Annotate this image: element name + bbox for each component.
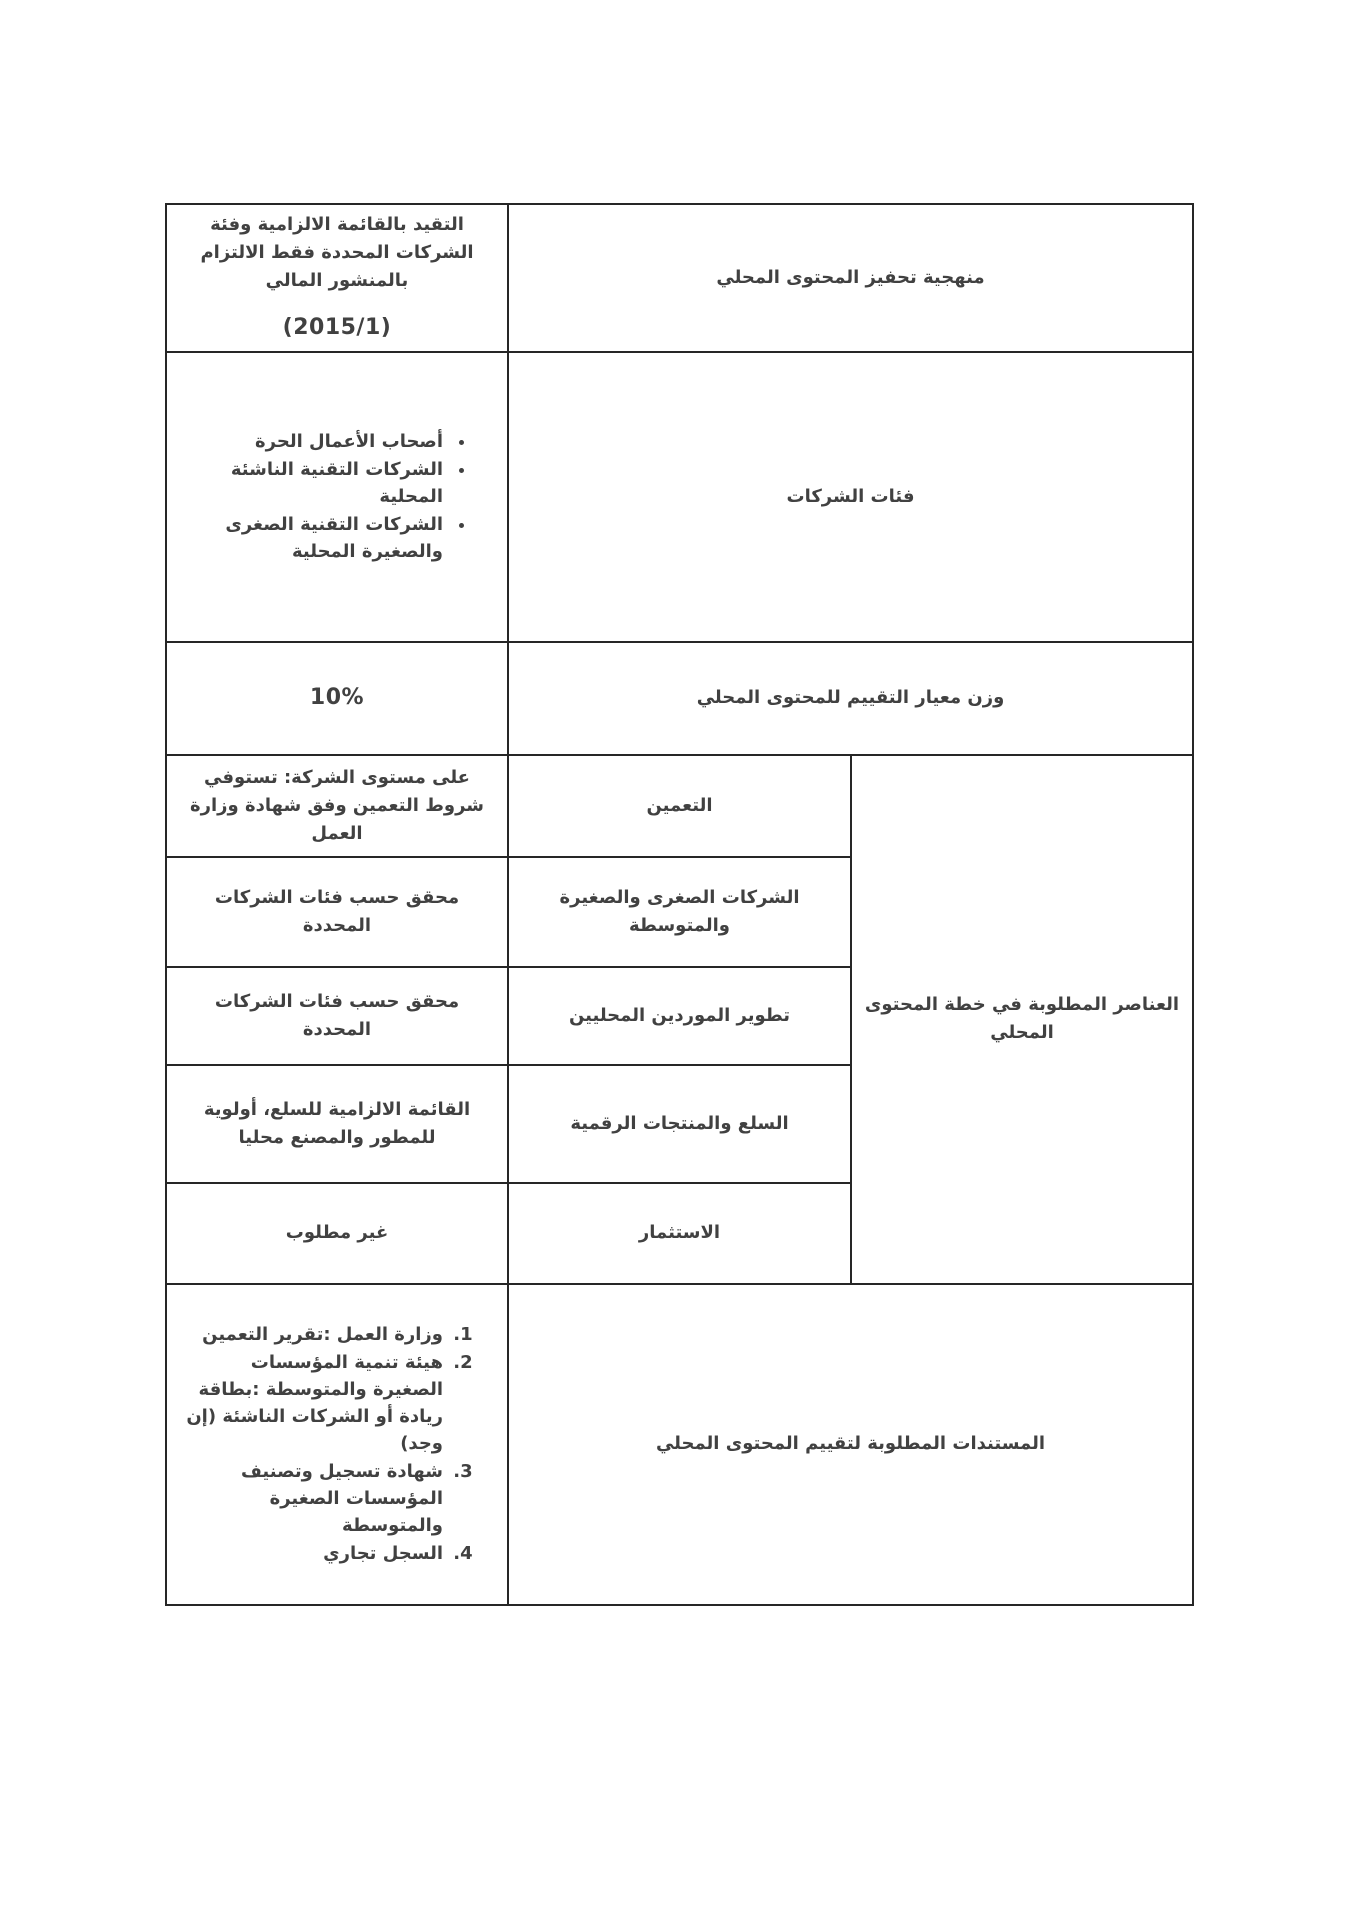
methodology-title: منهجية تحفيز المحتوى المحلي: [716, 266, 985, 288]
plan-elements-title: العناصر المطلوبة في خطة المحتوى المحلي: [864, 994, 1180, 1044]
element-label: التعمين: [646, 794, 713, 816]
element-label: السلع والمنتجات الرقمية: [570, 1112, 789, 1134]
methodology-title-cell: [508, 204, 1193, 352]
categories-list: [179, 428, 495, 565]
documents-title: المستندات المطلوبة لتقييم المحتوى المحلي: [655, 1433, 1046, 1455]
element-value-cell: [166, 857, 508, 967]
categories-title-cell: [508, 352, 1193, 642]
element-value-cell: [166, 755, 508, 857]
document-item: 1. وزارة العمل :تقرير التعمين: [185, 1321, 447, 1348]
element-label-cell: [508, 1183, 851, 1284]
element-label-cell: [508, 967, 851, 1065]
row-weight: [166, 642, 1193, 755]
element-value: على مستوى الشركة: تستوفي شروط التعمين وفق شهادة وزارة العمل: [189, 766, 484, 844]
element-value: محقق حسب فئات الشركات المحددة: [214, 990, 460, 1040]
categories-title: فئات الشركات: [786, 485, 915, 507]
element-value-cell: [166, 1183, 508, 1284]
weight-value-cell: [166, 642, 508, 755]
document-item: 2. هيئة تنمية المؤسسات الصغيرة والمتوسطة :بطاقة ريادة أو الشركات الناشئة (إن وجد): [185, 1349, 447, 1457]
element-value-cell: [166, 1065, 508, 1183]
weight-title-cell: [508, 642, 1193, 755]
element-label: الاستثمار: [638, 1222, 721, 1244]
documents-title-cell: [508, 1284, 1193, 1605]
category-item: • أصحاب الأعمال الحرة: [185, 428, 447, 455]
category-item: • الشركات التقنية الناشئة المحلية: [185, 456, 447, 510]
element-label: تطوير الموردين المحليين: [568, 1004, 791, 1026]
element-value: القائمة الالزامية للسلع، أولوية للمطور والمصنع محليا: [203, 1098, 471, 1148]
row-categories: [166, 352, 1193, 642]
documents-value-cell: [166, 1284, 508, 1605]
element-label-cell: [508, 755, 851, 857]
element-label-cell: [508, 857, 851, 967]
element-label: الشركات الصغرى والصغيرة والمتوسطة: [559, 886, 800, 936]
plan-elements-title-cell: [851, 755, 1193, 1284]
element-value: غير مطلوب: [285, 1222, 389, 1244]
element-label-cell: [508, 1065, 851, 1183]
methodology-value-cell: [166, 204, 508, 352]
circular-reference: (2015/1): [282, 314, 392, 340]
categories-value-cell: [166, 352, 508, 642]
document-item: 3. شهادة تسجيل وتصنيف المؤسسات الصغيرة والمتوسطة: [185, 1458, 447, 1539]
row-methodology: [166, 204, 1193, 352]
element-value: محقق حسب فئات الشركات المحددة: [214, 886, 460, 936]
weight-title: وزن معيار التقييم للمحتوى المحلي: [696, 687, 1005, 709]
documents-list: [179, 1321, 495, 1567]
element-value-cell: [166, 967, 508, 1065]
row-omanisation: [166, 755, 1193, 857]
category-item: • الشركات التقنية الصغرى والصغيرة المحلية: [185, 511, 447, 565]
methodology-requirement: التقيد بالقائمة الالزامية وفئة الشركات المحددة فقط الالتزام بالمنشور المالي: [200, 214, 474, 291]
local-content-methodology-table: [165, 203, 1194, 1606]
document-item: 4. السجل تجاري: [185, 1540, 447, 1567]
weight-value: 10%: [309, 685, 365, 711]
row-documents: [166, 1284, 1193, 1605]
